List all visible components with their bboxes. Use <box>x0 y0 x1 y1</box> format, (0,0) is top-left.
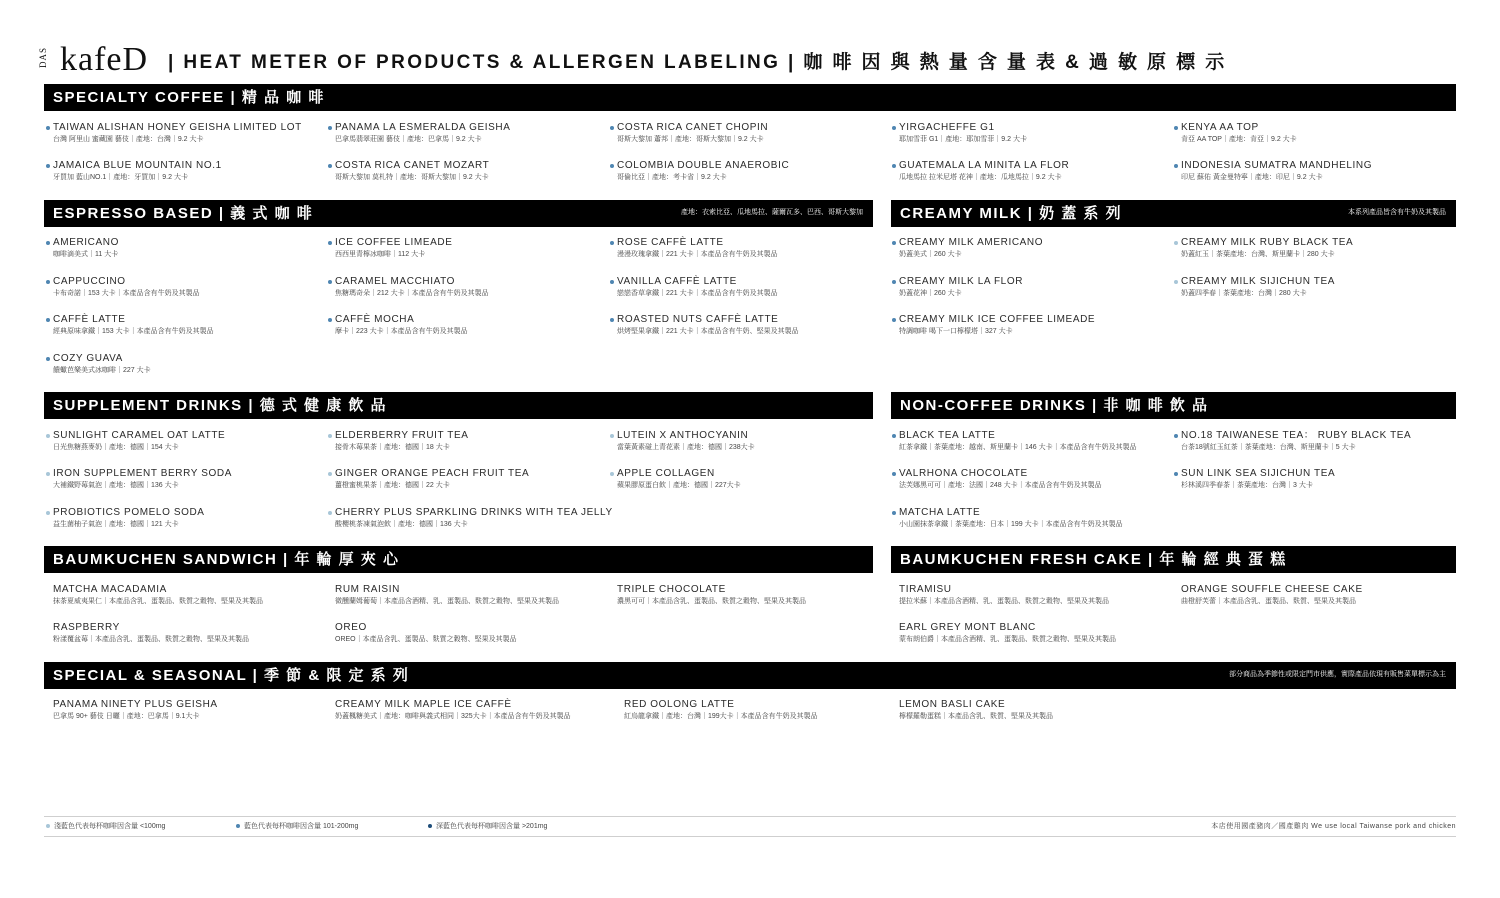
section-bar-sandwich <box>44 546 873 573</box>
menu-item: RED OOLONG LATTE 紅烏龍拿鐵｜產地：台灣｜199大卡｜本產品含有牛奶及其製品 <box>624 699 818 720</box>
menu-item: RASPBERRY 粉漾覆盆莓｜本產品含乳、蛋製品、麩質之穀物、堅果及其製品 <box>53 622 249 643</box>
menu-item: ROASTED NUTS CAFFÈ LATTE 烘烤堅果拿鐵｜221 大卡｜本產品含有牛奶、堅果及其製品 <box>617 314 799 337</box>
caffeine-dot <box>892 280 896 284</box>
menu-item: BLACK TEA LATTE 紅茶拿鐵｜茶葉產地：越南、斯里蘭卡｜146 大卡｜本產品含有牛奶及其製品 <box>899 430 1137 453</box>
menu-item: VALRHONA CHOCOLATE 法芙娜黑可可｜產地：法國｜248 大卡｜本產品含有牛奶及其製品 <box>899 468 1102 491</box>
caffeine-dot <box>892 318 896 322</box>
menu-item: CREAMY MILK ICE COFFEE LIMEADE 特調咖啡 喝下一口檸檬塔｜327 大卡 <box>899 314 1095 337</box>
menu-item: COSTA RICA CANET MOZART 哥斯大黎加 莫札特｜產地：哥斯大黎加｜9.2 大卡 <box>335 160 489 183</box>
caffeine-dot <box>1174 472 1178 476</box>
caffeine-dot <box>328 126 332 130</box>
caffeine-dot <box>892 472 896 476</box>
menu-item: GUATEMALA LA MINITA LA FLOR 瓜地馬拉 拉米尼塔 花神｜產地：瓜地馬拉｜9.2 大卡 <box>899 160 1069 183</box>
legend-dark: 深藍色代表每杯咖啡因含量 >201mg <box>428 822 547 832</box>
menu-item: PROBIOTICS POMELO SODA 益生菌柚子氣泡｜產地：德國｜121 大卡 <box>53 507 205 530</box>
menu-item: SUNLIGHT CARAMEL OAT LATTE 日光焦糖燕麥奶｜產地：德國｜154 大卡 <box>53 430 225 453</box>
caffeine-dot <box>46 357 50 361</box>
footer-divider-bottom <box>44 836 1456 837</box>
legend-light: 淺藍色代表每杯咖啡因含量 <100mg <box>46 822 165 832</box>
caffeine-dot <box>46 511 50 515</box>
section-bar-noncoffee <box>891 392 1456 419</box>
page-header <box>38 40 1456 80</box>
section-title: SPECIALTY COFFEE | 精 品 咖 啡 <box>53 89 325 106</box>
caffeine-dot <box>610 241 614 245</box>
legend-mid: 藍色代表每杯咖啡因含量 101-200mg <box>236 822 358 832</box>
page-title: | HEAT METER OF PRODUCTS & ALLERGEN LABELING | 咖 啡 因 與 熱 量 含 量 表 & 過 敏 原 標 示 <box>168 52 1227 73</box>
caffeine-dot <box>1174 126 1178 130</box>
section-title: BAUMKUCHEN FRESH CAKE | 年 輪 經 典 蛋 糕 <box>900 551 1287 568</box>
caffeine-dot <box>610 472 614 476</box>
menu-item: EARL GREY MONT BLANC 蒙布朗伯爵｜本產品含酒精、乳、蛋製品、麩質之穀物、堅果及其製品 <box>899 622 1116 643</box>
caffeine-dot <box>892 511 896 515</box>
section-note: 本系列產品皆含有牛奶及其製品 <box>1348 209 1446 216</box>
menu-item: PANAMA LA ESMERALDA GEISHA 巴拿馬翡翠莊園 藝伎｜產地：巴拿馬｜9.2 大卡 <box>335 122 510 145</box>
menu-item: CREAMY MILK MAPLE ICE CAFFÈ 奶蓋楓糖美式｜產地：咖啡與義式相同｜325大卡｜本產品含有牛奶及其製品 <box>335 699 571 720</box>
menu-item: COZY GUAVA 饋蠍芭樂美式冰咖啡｜227 大卡 <box>53 353 151 376</box>
caffeine-dot <box>892 164 896 168</box>
section-bar-creamy <box>891 200 1456 227</box>
section-bar-supplement <box>44 392 873 419</box>
section-title: CREAMY MILK | 奶 蓋 系 列 <box>900 205 1123 222</box>
caffeine-dot <box>328 241 332 245</box>
footer-divider <box>44 816 1456 817</box>
logo-das: DAS <box>38 46 48 68</box>
caffeine-dot <box>1174 241 1178 245</box>
section-bar-espresso <box>44 200 873 227</box>
caffeine-dot <box>328 164 332 168</box>
section-note: 部分商品為季節性或限定門市供應，實際產品依現有販售菜單標示為主 <box>1229 671 1446 678</box>
section-title: SUPPLEMENT DRINKS | 德 式 健 康 飲 品 <box>53 397 388 414</box>
caffeine-dot <box>610 280 614 284</box>
caffeine-dot <box>610 164 614 168</box>
caffeine-dot <box>892 126 896 130</box>
menu-item: TIRAMISU 提拉米蘇｜本產品含酒精、乳、蛋製品、麩質之穀物、堅果及其製品 <box>899 584 1109 605</box>
menu-item: YIRGACHEFFE G1 耶加雪菲 G1｜產地：耶加雪菲｜9.2 大卡 <box>899 122 1027 145</box>
menu-item: CAPPUCCINO 卡布奇諾｜153 大卡｜本產品含有牛奶及其製品 <box>53 276 200 299</box>
section-title: ESPRESSO BASED | 義 式 咖 啡 <box>53 205 314 222</box>
brand-logo: kafeD <box>60 41 149 78</box>
menu-item: OREO OREO｜本產品含乳、蛋製品、麩質之穀物、堅果及其製品 <box>335 622 517 643</box>
menu-item: MATCHA LATTE 小山園抹茶拿鐵｜茶葉產地：日本｜199 大卡｜本產品含有牛奶及其製品 <box>899 507 1123 530</box>
section-bar-specialty <box>44 84 1456 111</box>
menu-item: CREAMY MILK AMERICANO 奶蓋美式｜260 大卡 <box>899 237 1043 260</box>
menu-item: VANILLA CAFFÈ LATTE 戀戀香草拿鐵｜221 大卡｜本產品含有牛奶及其製品 <box>617 276 778 299</box>
caffeine-dot <box>46 164 50 168</box>
menu-item: SUN LINK SEA SIJICHUN TEA 杉林溪四季春茶｜茶葉產地：台灣｜3 大卡 <box>1181 468 1335 491</box>
section-note: 產地：衣索比亞、瓜地馬拉、薩爾瓦多、巴西、哥斯大黎加 <box>681 209 863 216</box>
caffeine-dot <box>1174 280 1178 284</box>
section-title: NON-COFFEE DRINKS | 非 咖 啡 飲 品 <box>900 397 1209 414</box>
legend-dot-dark <box>428 824 432 828</box>
section-bar-seasonal <box>44 662 1456 689</box>
menu-item: GINGER ORANGE PEACH FRUIT TEA 薑橙蜜桃果茶｜產地：德國｜22 大卡 <box>335 468 529 491</box>
caffeine-dot <box>610 126 614 130</box>
section-title: BAUMKUCHEN SANDWICH | 年 輪 厚 夾 心 <box>53 551 400 568</box>
caffeine-dot <box>328 472 332 476</box>
menu-item: ICE COFFEE LIMEADE 西西里青檸冰咖啡｜112 大卡 <box>335 237 453 260</box>
menu-item: RUM RAISIN 微醺蘭姆葡萄｜本產品含酒精、乳、蛋製品、麩質之穀物、堅果及其製品 <box>335 584 559 605</box>
caffeine-dot <box>46 280 50 284</box>
caffeine-dot <box>328 280 332 284</box>
menu-item: KENYA AA TOP 肯亞 AA TOP｜產地：肯亞｜9.2 大卡 <box>1181 122 1297 145</box>
menu-item: CHERRY PLUS SPARKLING DRINKS WITH TEA JELLY 酸櫻桃茶凍氣泡飲｜產地：德國｜136 大卡 <box>335 507 613 530</box>
footer-note: 本店使用國產豬肉／國產雞肉 We use local Taiwanse pork and chicken <box>1211 823 1456 830</box>
menu-item: ROSE CAFFÈ LATTE 漫漫玫瑰拿鐵｜221 大卡｜本產品含有牛奶及其製品 <box>617 237 778 260</box>
menu-item: LEMON BASLI CAKE 檸檬羅勒蛋糕｜本產品含乳、麩質、堅果及其製品 <box>899 699 1053 720</box>
caffeine-dot <box>328 318 332 322</box>
legend-dot-light <box>46 824 50 828</box>
caffeine-dot <box>1174 164 1178 168</box>
menu-item: AMERICANO 咖啡滴美式｜11 大卡 <box>53 237 119 260</box>
caffeine-dot <box>46 472 50 476</box>
menu-item: COSTA RICA CANET CHOPIN 哥斯大黎加 蕭邦｜產地：哥斯大黎加｜9.2 大卡 <box>617 122 768 145</box>
caffeine-dot <box>892 434 896 438</box>
menu-item: CREAMY MILK RUBY BLACK TEA 奶蓋紅玉｜茶葉產地：台灣、斯里蘭卡｜280 大卡 <box>1181 237 1353 260</box>
section-bar-cake <box>891 546 1456 573</box>
menu-item: MATCHA MACADAMIA 抹茶夏威夷果仁｜本產品含乳、蛋製品、麩質之穀物、堅果及其製品 <box>53 584 263 605</box>
caffeine-dot <box>328 434 332 438</box>
menu-item: COLOMBIA DOUBLE ANAEROBIC 哥倫比亞｜產地：考卡省｜9.2 大卡 <box>617 160 789 183</box>
caffeine-dot <box>46 434 50 438</box>
menu-item: IRON SUPPLEMENT BERRY SODA 大補鐵野莓氣泡｜產地：德國｜136 大卡 <box>53 468 232 491</box>
menu-item: ORANGE SOUFFLE CHEESE CAKE 曲橙舒芙蕾｜本產品含乳、蛋製品、麩質、堅果及其製品 <box>1181 584 1363 605</box>
menu-item: ELDERBERRY FRUIT TEA 接骨木莓果茶｜產地：德國｜18 大卡 <box>335 430 469 453</box>
caffeine-dot <box>892 241 896 245</box>
menu-item: APPLE COLLAGEN 蘋果膠原蛋白飲｜產地：德國｜227大卡 <box>617 468 741 491</box>
menu-item: PANAMA NINETY PLUS GEISHA 巴拿馬 90+ 藝伎 日曬｜產地：巴拿馬｜9.1大卡 <box>53 699 218 720</box>
menu-item: CAFFÈ MOCHA 摩卡｜223 大卡｜本產品含有牛奶及其製品 <box>335 314 468 337</box>
caffeine-dot <box>46 126 50 130</box>
menu-item: NO.18 TAIWANESE TEA： RUBY BLACK TEA 台茶18號紅玉紅茶｜茶葉產地：台灣、斯里蘭卡｜5 大卡 <box>1181 430 1411 453</box>
caffeine-dot <box>46 241 50 245</box>
menu-item: CREAMY MILK SIJICHUN TEA 奶蓋四季春｜茶葉產地：台灣｜280 大卡 <box>1181 276 1335 299</box>
menu-item: CARAMEL MACCHIATO 焦糖瑪奇朵｜212 大卡｜本產品含有牛奶及其製品 <box>335 276 489 299</box>
menu-item: TAIWAN ALISHAN HONEY GEISHA LIMITED LOT 台灣 阿里山 蜜藏園 藝伎｜產地：台灣｜9.2 大卡 <box>53 122 302 145</box>
menu-item: INDONESIA SUMATRA MANDHELING 印尼 蘇佑 黃金曼特寧｜產地：印尼｜9.2 大卡 <box>1181 160 1372 183</box>
caffeine-dot <box>328 511 332 515</box>
menu-item: JAMAICA BLUE MOUNTAIN NO.1 牙買加 藍山NO.1｜產地：牙買加｜9.2 大卡 <box>53 160 222 183</box>
caffeine-dot <box>610 434 614 438</box>
menu-item: CAFFÈ LATTE 經典原味拿鐵｜153 大卡｜本產品含有牛奶及其製品 <box>53 314 214 337</box>
section-title: SPECIAL & SEASONAL | 季 節 & 限 定 系 列 <box>53 667 410 684</box>
menu-item: TRIPLE CHOCOLATE 濃黑可可｜本產品含乳、蛋製品、麩質之穀物、堅果及其製品 <box>617 584 806 605</box>
caffeine-dot <box>1174 434 1178 438</box>
menu-item: CREAMY MILK LA FLOR 奶蓋花神｜260 大卡 <box>899 276 1023 299</box>
menu-item: LUTEIN X ANTHOCYANIN 當葉黃素碰上青花素｜產地：德國｜238大卡 <box>617 430 755 453</box>
legend-dot-mid <box>236 824 240 828</box>
caffeine-dot <box>610 318 614 322</box>
caffeine-dot <box>46 318 50 322</box>
